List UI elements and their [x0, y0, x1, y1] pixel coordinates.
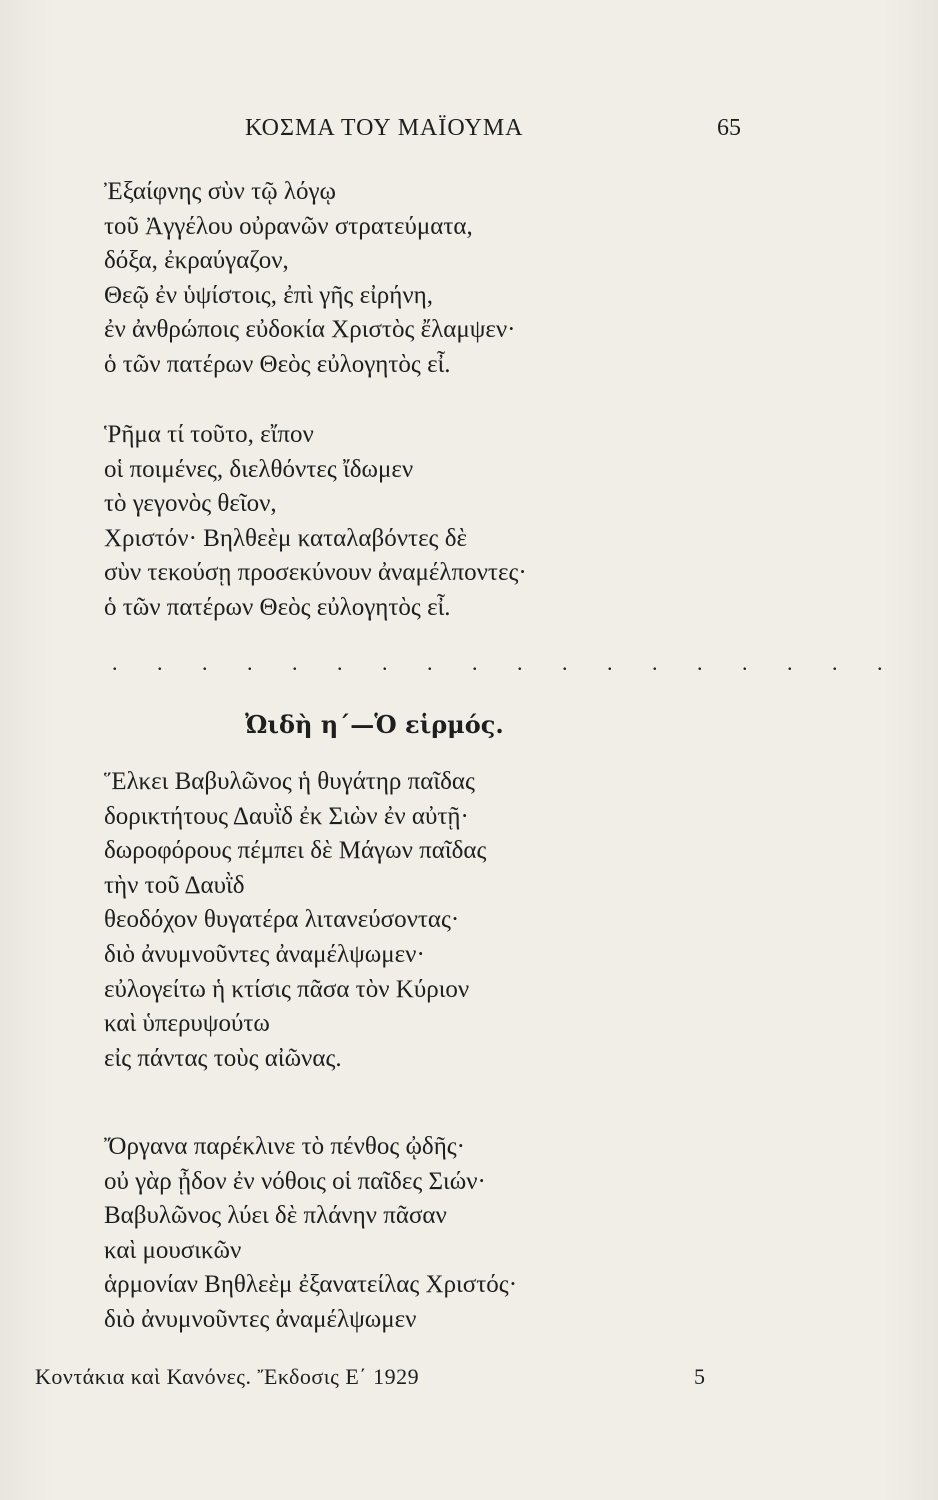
- verse-line: διὸ ἀνυμνοῦντες ἀναμέλψωμεν·: [104, 940, 425, 968]
- verse-line: ἐν ἀνθρώποις εὐδοκία Χριστὸς ἔλαμψεν·: [104, 316, 516, 344]
- footer-signature: Κοντάκια καὶ Κανόνες. Ἔκδοσις Ε΄ 1929: [35, 1364, 420, 1389]
- running-header-title: ΚΟΣΜΑ ΤΟΥ ΜΑΪΟΥΜΑ: [245, 115, 524, 141]
- verse-line: εὐλογείτω ἡ κτίσις πᾶσα τὸν Κύριον: [104, 975, 470, 1003]
- verse-line: τὴν τοῦ Δαυῒδ: [104, 871, 245, 899]
- stanza: [104, 418, 527, 626]
- page-number: 65: [717, 115, 741, 141]
- verse-line: θεοδόχον θυγατέρα λιτανεύσοντας·: [104, 906, 460, 934]
- verse-line: ὁ τῶν πατέρων Θεὸς εὐλογητὸς εἶ.: [104, 593, 451, 621]
- ellipsis-separator: . . . . . . . . . . . . . . . . . .: [112, 650, 900, 675]
- footer-sheet-number: 5: [694, 1364, 705, 1389]
- stanza: [104, 175, 516, 383]
- verse-line: Ἕλκει Βαβυλῶνος ἡ θυγάτηρ παῖδας: [104, 768, 475, 795]
- verse-line: σὺν τεκούσῃ προσεκύνουν ἀναμέλποντες·: [104, 559, 527, 587]
- verse-line: τοῦ Ἀγγέλου οὐρανῶν στρατεύματα,: [104, 212, 473, 240]
- verse-line: Θεῷ ἐν ὑψίστοις, ἐπὶ γῆς εἰρήνη,: [104, 281, 433, 309]
- verse-line: Ῥῆμα τί τοῦτο, εἴπον: [104, 421, 314, 448]
- verse-line: καὶ μουσικῶν: [104, 1236, 242, 1264]
- verse-line: ἁρμονίαν Βηθλεὲμ ἐξανατείλας Χριστός·: [104, 1271, 518, 1299]
- verse-line: δορικτήτους Δαυῒδ ἐκ Σιὼν ἐν αὐτῇ·: [104, 802, 469, 830]
- verse-line: Χριστόν· Βηλθεὲμ καταλαβόντες δὲ: [104, 524, 467, 552]
- verse-line: Ἐξαίφνης σὺν τῷ λόγῳ: [104, 178, 336, 205]
- stanza: [104, 765, 486, 1076]
- verse-line: διὸ ἀνυμνοῦντες ἀναμέλψωμεν: [104, 1305, 417, 1333]
- ode-heading: Ὠιδὴ η΄—Ὁ εἱρμός.: [245, 710, 504, 739]
- verse-line: οὐ γὰρ ᾖδον ἐν νόθοις οἱ παῖδες Σιών·: [104, 1167, 486, 1195]
- verse-line: Ὄργανα παρέκλινε τὸ πένθος ᾠδῆς·: [104, 1133, 465, 1160]
- verse-line: δωροφόρους πέμπει δὲ Μάγων παῖδας: [104, 837, 487, 865]
- stanza: [104, 1130, 517, 1338]
- verse-line: εἰς πάντας τοὺς αἰῶνας.: [104, 1044, 342, 1072]
- verse-line: οἱ ποιμένες, διελθόντες ἴδωμεν: [104, 455, 414, 483]
- verse-line: τὸ γεγονὸς θεῖον,: [104, 490, 277, 518]
- verse-line: Βαβυλῶνος λύει δὲ πλάνην πᾶσαν: [104, 1202, 447, 1230]
- verse-line: δόξα, ἐκραύγαζον,: [104, 247, 289, 275]
- verse-line: καὶ ὑπερυψούτω: [104, 1010, 270, 1038]
- verse-line: ὁ τῶν πατέρων Θεὸς εὐλογητὸς εἶ.: [104, 350, 451, 378]
